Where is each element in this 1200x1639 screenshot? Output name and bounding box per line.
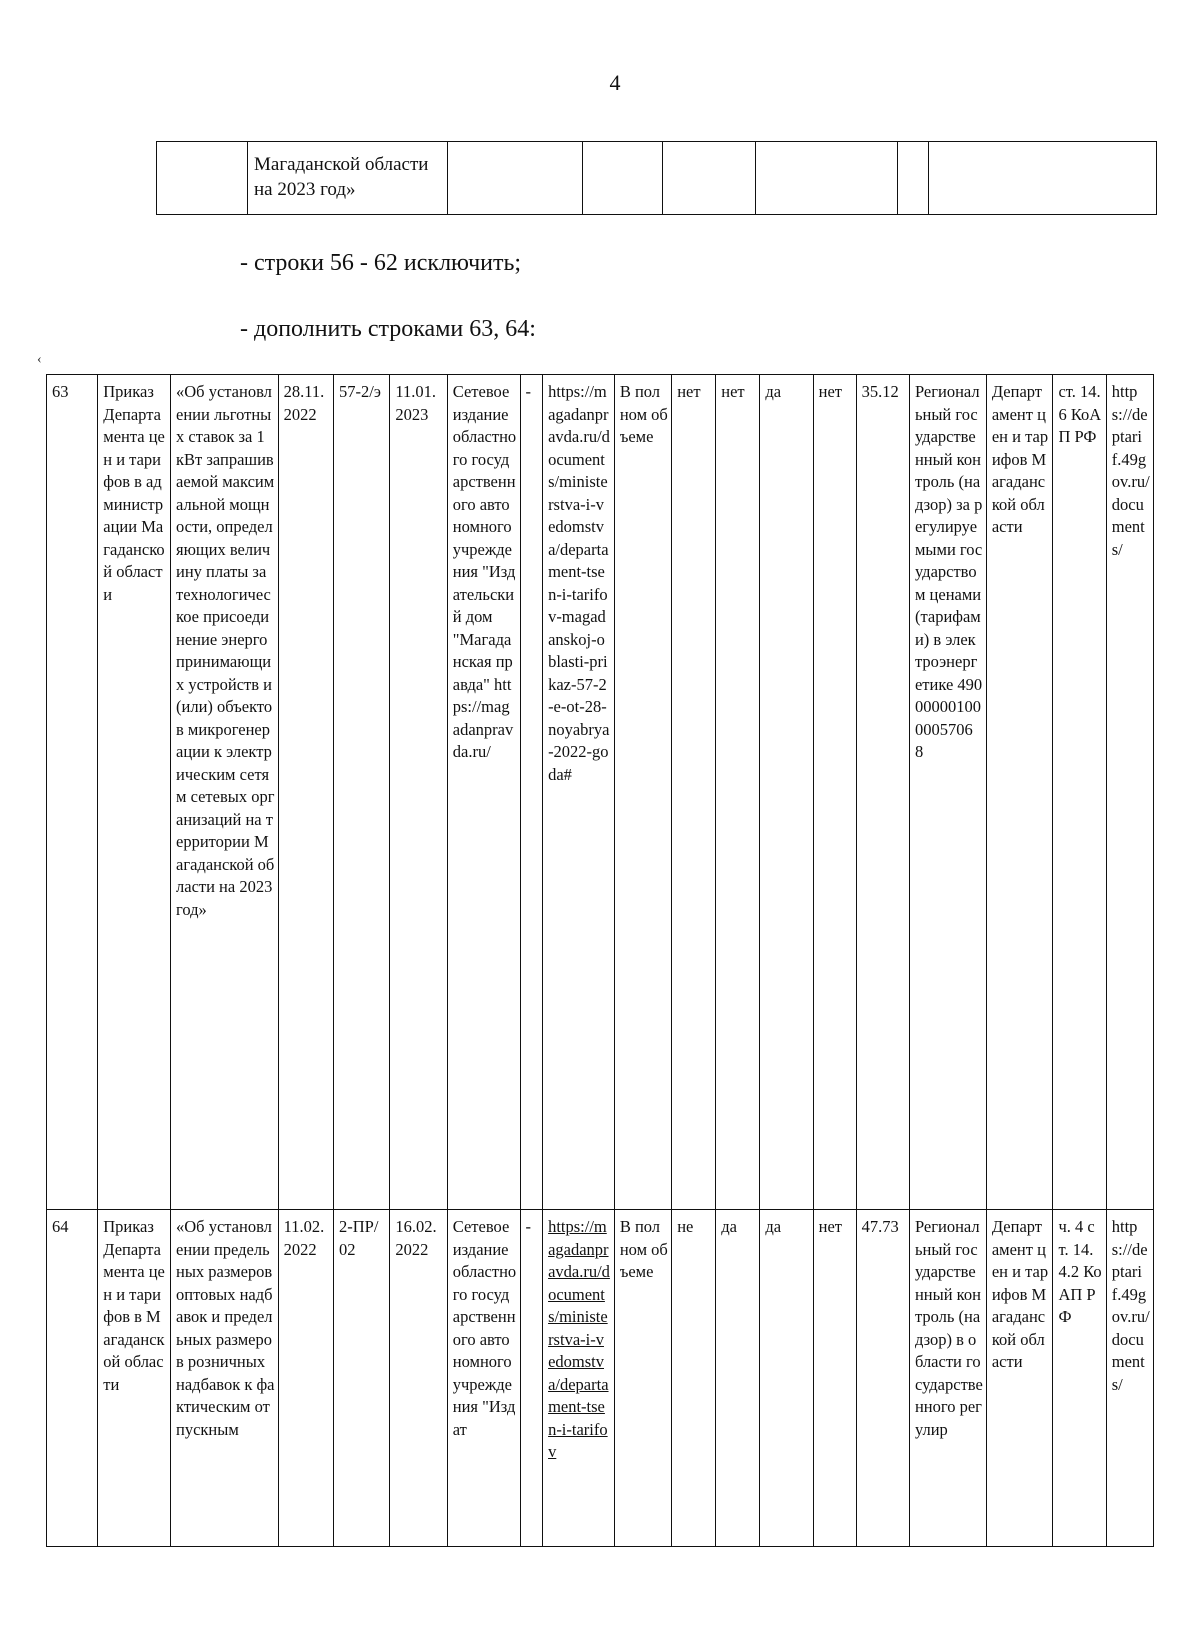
row-number: 63	[47, 375, 98, 1210]
instruction-add-rows: - дополнить строками 63, 64:	[240, 316, 536, 342]
instruction-remove-rows: - строки 56 - 62 исключить;	[240, 250, 522, 276]
doc-type: Приказ Департамента цен и тарифов в администрации Магаданской области	[98, 375, 171, 1210]
table-row	[47, 375, 1154, 1210]
koap-article: ч. 4 ст. 14.4.2 КоАП РФ	[1053, 1210, 1106, 1547]
page-number: 4	[609, 70, 621, 95]
okved-code: 35.12	[856, 375, 909, 1210]
flag-3: да	[760, 1210, 813, 1547]
dash-cell: -	[520, 1210, 543, 1547]
doc-title: «Об установлении предельных размеров оптовых надбавок и предельных размеров розничных надбавок к фактическим отпускным	[171, 1210, 279, 1547]
koap-article: ст. 14.6 КоАП РФ	[1053, 375, 1106, 1210]
department-site[interactable]: https://deptarif.49gov.ru/documents/	[1106, 375, 1153, 1210]
publication-source: Сетевое издание областного государственного автономного учреждения "Издательский дом "Магаданская правда" https://magadanpravda.ru/	[447, 375, 520, 1210]
effective-date: 11.01.2023	[390, 375, 447, 1210]
department: Департамент цен и тарифов Магаданской области	[986, 375, 1053, 1210]
publication-link[interactable]: https://magadanpravda.ru/documents/ministerstva-i-vedomstva/departament-tsen-i-tarifov-magadanskoj-oblasti-prikaz-57-2-e-ot-28-noyabrya-2022-goda#	[543, 375, 615, 1210]
flag-4: нет	[813, 1210, 856, 1547]
department-site[interactable]: https://deptarif.49gov.ru/documents/	[1106, 1210, 1153, 1547]
effective-date: 16.02.2022	[390, 1210, 447, 1547]
stray-mark: ‹	[37, 352, 42, 367]
publication-link[interactable]: https://magadanpravda.ru/documents/ministerstva-i-vedomstva/departament-tsen-i-tarifov	[543, 1210, 615, 1547]
flag-2: нет	[716, 375, 760, 1210]
doc-date: 11.02.2022	[278, 1210, 333, 1547]
registry-table	[46, 374, 1154, 1547]
control-type: Региональный государственный контроль (надзор) за регулируемыми государством ценами (тарифами) в электроэнергетике 490000001000005706 8	[909, 375, 986, 1210]
scope: В полном объеме	[614, 375, 671, 1210]
doc-title: «Об установлении льготных ставок за 1 кВт запрашиваемой максимальной мощности, определяющих величину платы за технологическое присоединение энергопринимающих устройств и (или) объектов микрогенерации к электрическим сетям сетевых организаций на территории Магаданской области на 2023 год»	[171, 375, 279, 1210]
flag-3: да	[760, 375, 813, 1210]
dash-cell: -	[520, 375, 543, 1210]
doc-date: 28.11.2022	[278, 375, 333, 1210]
department: Департамент цен и тарифов Магаданской области	[986, 1210, 1053, 1547]
control-type: Региональный государственный контроль (надзор) в области государственного регулир	[909, 1210, 986, 1547]
okved-code: 47.73	[856, 1210, 909, 1547]
continued-cell-title: Магаданской области на 2023 год»	[248, 142, 448, 215]
continued-table	[156, 141, 1157, 215]
scope: В полном объеме	[614, 1210, 671, 1547]
doc-type: Приказ Департамента цен и тарифов в Магаданской области	[98, 1210, 171, 1547]
flag-2: да	[716, 1210, 760, 1547]
flag-1: не	[672, 1210, 716, 1547]
doc-number: 57-2/э	[333, 375, 389, 1210]
flag-4: нет	[813, 375, 856, 1210]
flag-1: нет	[672, 375, 716, 1210]
row-number: 64	[47, 1210, 98, 1547]
table-row	[47, 1210, 1154, 1547]
publication-source: Сетевое издание областного государственного автономного учреждения "Издат	[447, 1210, 520, 1547]
doc-number: 2-ПР/02	[333, 1210, 389, 1547]
